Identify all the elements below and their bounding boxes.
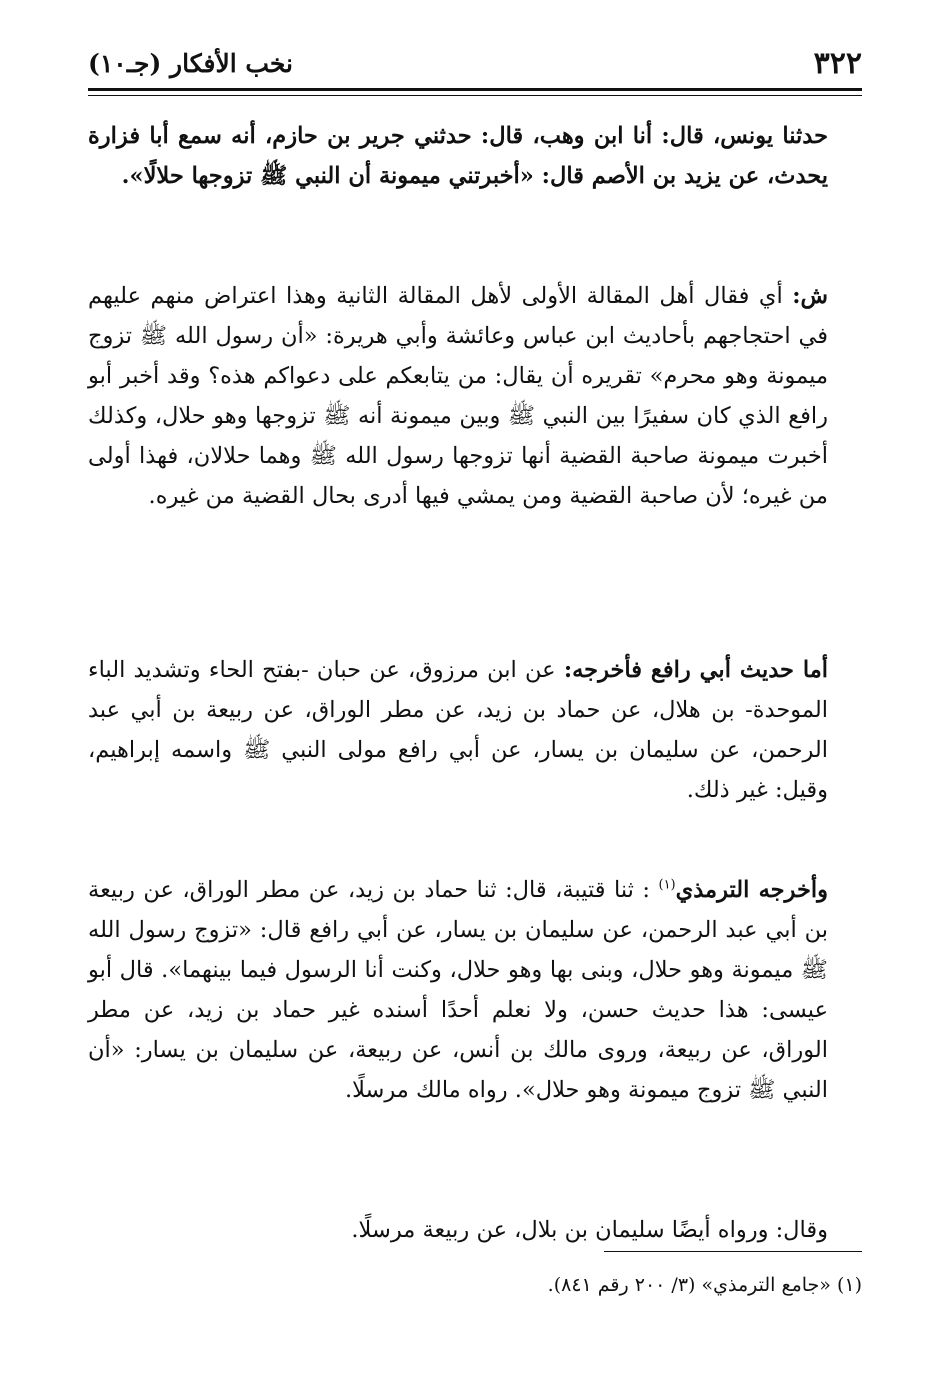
- footnote: (١) «جامع الترمذي» (٣/ ٢٠٠ رقم ٨٤١).: [547, 1274, 862, 1296]
- paragraph-commentary: [88, 276, 862, 650]
- paragraph-abu-rafi: [88, 650, 862, 870]
- commentary-text: أي فقال أهل المقالة الأولى لأهل المقالة الثانية وهذا اعتراض منهم عليهم في احتجاجهم بأحاديث ابن عباس وعائشة وأبي هريرة: «أن رسول الله ﷺ تزوج ميمونة وهو محرم» تقريره أن يقال: من يتابعكم على دعواكم هذه؟ وقد أخبر أبو رافع الذي كان سفيرًا بين النبي ﷺ وبين ميمونة أنه ﷺ تزوجها وهو حلال، وكذلك أخبرت ميمونة صاحبة القضية أنها تزوجها رسول الله ﷺ وهما حلالان، فهذا أولى من غيره؛ لأن صاحبة القضية ومن يمشي فيها أدرى بحال القضية من غيره.: [88, 283, 828, 509]
- paragraph-hadith-chain: حدثنا يونس، قال: أنا ابن وهب، قال: حدثني جرير بن حازم، أنه سمع أبا فزارة يحدث، عن يزيد بن الأصم قال: «أخبرتني ميمونة أن النبي ﷺ تزوجها حلالًا».: [88, 123, 828, 189]
- paragraph-tirmidhi: [88, 870, 862, 1210]
- paragraph-text: عن ابن مرزوق، عن حبان -بفتح الحاء وتشديد الباء الموحدة- بن هلال، عن حماد بن زيد، عن مطر الوراق، عن ربيعة بن أبي عبد الرحمن، عن سليمان بن يسار، عن أبي رافع مولى النبي ﷺ واسمه إبراهيم، وقيل: غير ذلك.: [88, 657, 828, 803]
- paragraph-text: : ثنا قتيبة، قال: ثنا حماد بن زيد، عن مطر الوراق، عن ربيعة بن أبي عبد الرحمن، عن سليمان بن يسار، عن أبي رافع قال: «تزوج رسول الله ﷺ ميمونة وهو حلال، وبنى بها وهو حلال، وكنت أنا الرسول فيما بينهما». قال أبو عيسى: هذا حديث حسن، ولا نعلم أحدًا أسنده غير حماد بن زيد، عن مطر الوراق، عن ربيعة، وروى مالك بن أنس، عن ربيعة، عن سليمان بن يسار: «أن النبي ﷺ تزوج ميمونة وهو حلال». رواه مالك مرسلًا.: [88, 877, 828, 1103]
- header-rule-thin: [88, 95, 862, 96]
- paragraph-lead: أما حديث أبي رافع فأخرجه:: [563, 657, 828, 683]
- commentary-marker: ش:: [792, 283, 829, 309]
- page-number: ٣٢٢: [813, 45, 862, 81]
- main-text: [88, 116, 862, 1270]
- running-head: [88, 42, 862, 84]
- footnote-separator: [604, 1251, 862, 1252]
- paragraph-closing: وقال: ورواه أيضًا سليمان بن بلال، عن ربيعة مرسلًا.: [351, 1217, 828, 1243]
- book-title: نخب الأفكار (جـ١٠): [88, 48, 294, 78]
- footnote-reference[interactable]: (١): [658, 877, 676, 893]
- header-rule-thick: [88, 88, 862, 91]
- paragraph-lead: وأخرجه الترمذي: [675, 877, 828, 903]
